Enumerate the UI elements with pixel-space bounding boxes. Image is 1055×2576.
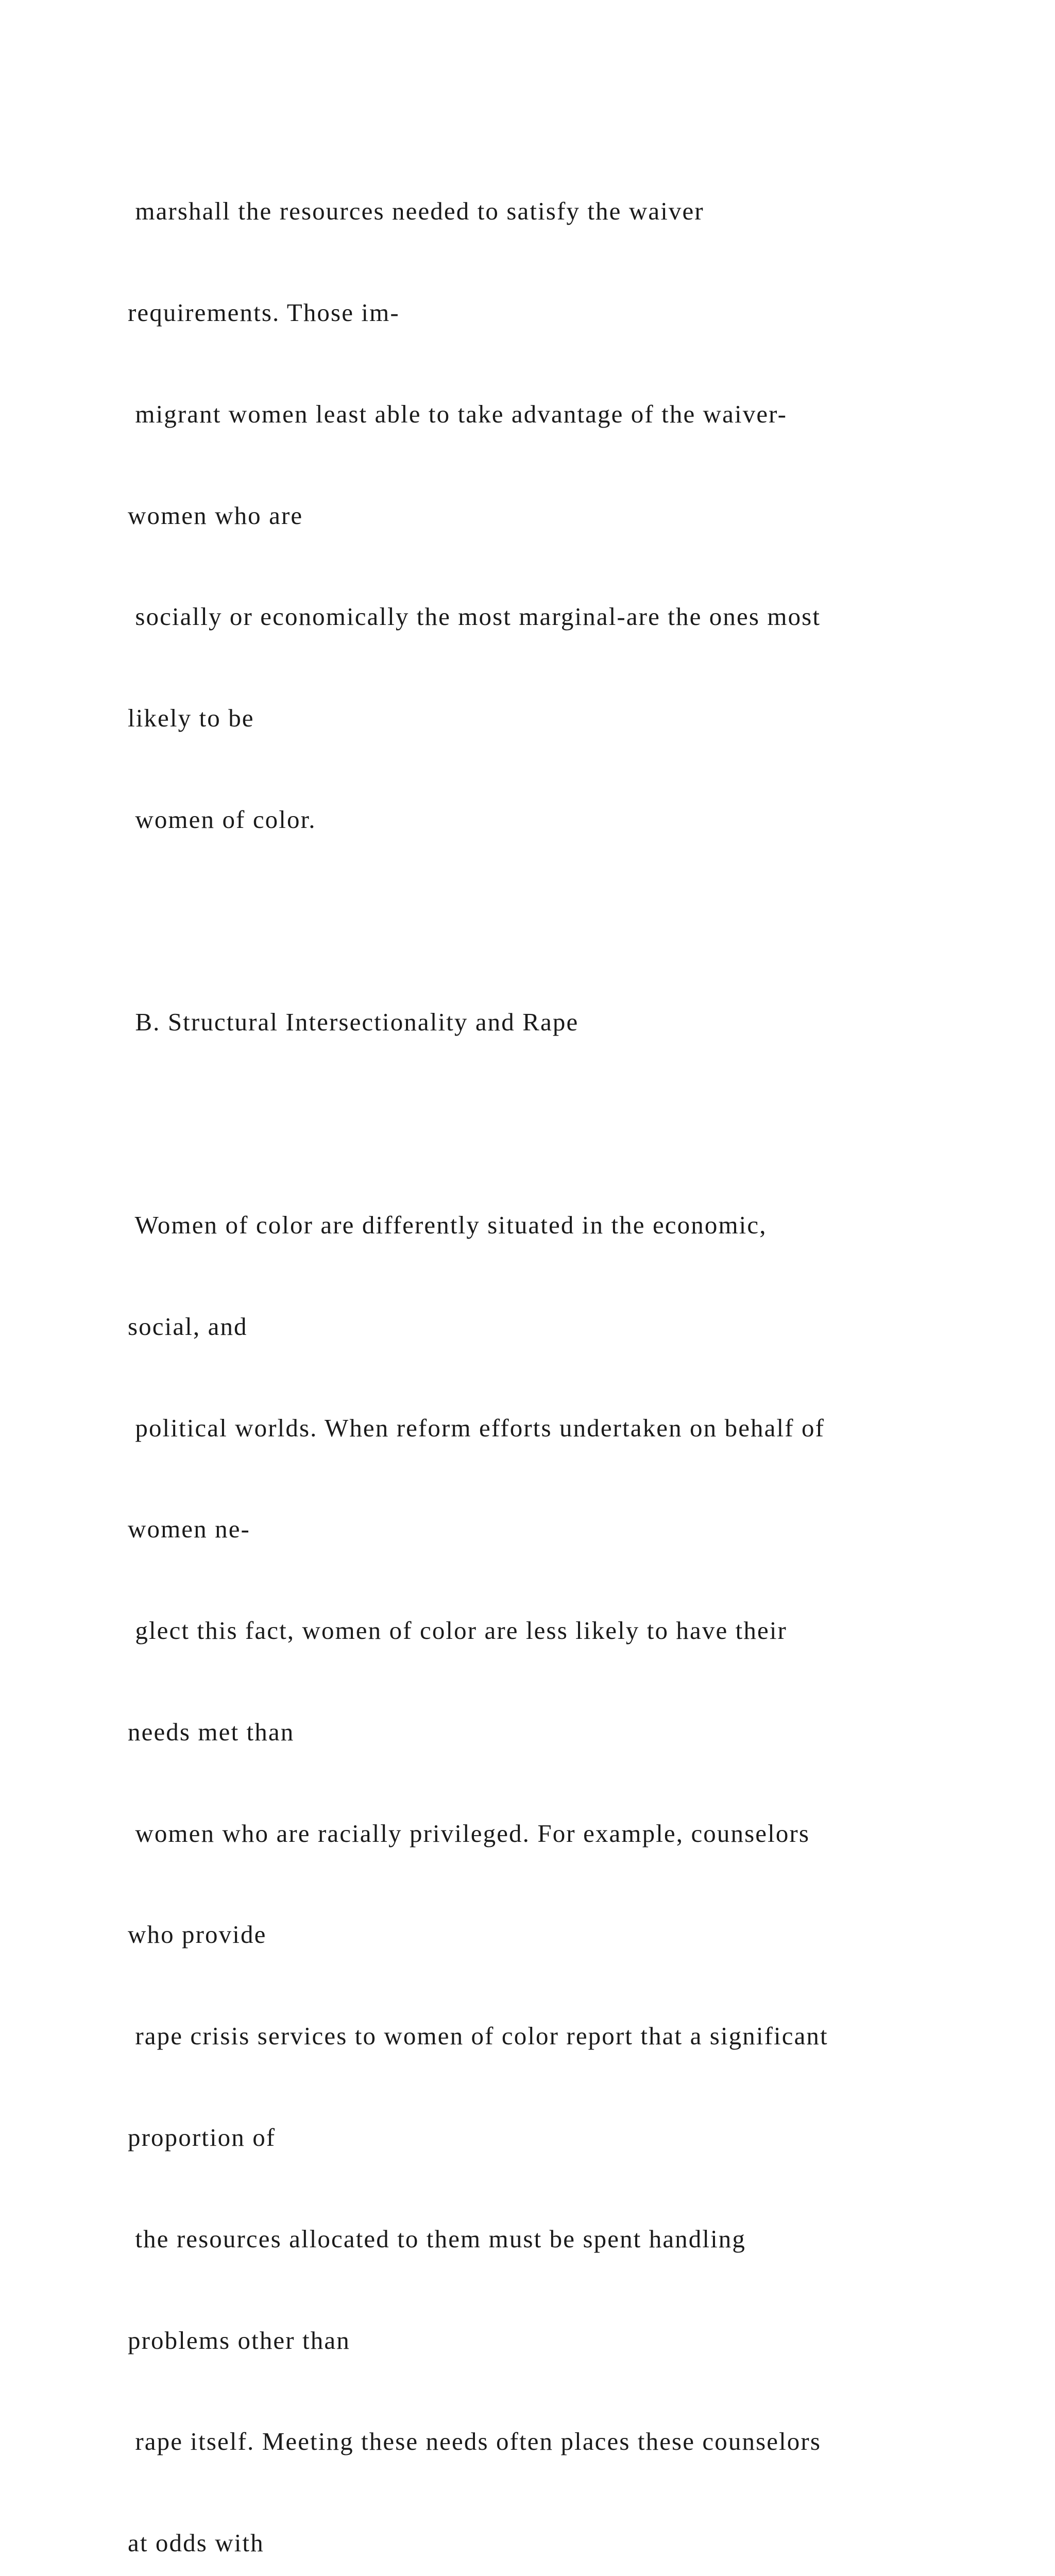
blank-line <box>128 1107 973 1141</box>
text-line: rape crisis services to women of color report that a significant <box>128 2022 828 2050</box>
text-line: rape itself. Meeting these needs often places these counselors <box>128 2427 821 2456</box>
text-line: marshall the resources needed to satisfy the waiver <box>128 197 704 226</box>
text-line: requirements. Those im- <box>128 298 400 327</box>
text-line: likely to be <box>128 704 254 733</box>
text-line: the resources allocated to them must be spent handling <box>128 2224 746 2253</box>
text-line: Women of color are differently situated in the economic, <box>128 1211 767 1239</box>
document-body-text <box>128 127 973 2576</box>
text-line: at odds with <box>128 2529 264 2557</box>
blank-line <box>128 904 973 938</box>
text-line: women of color. <box>128 805 316 834</box>
text-line: women ne- <box>128 1515 250 1544</box>
text-line: who provide <box>128 1920 267 1949</box>
text-line: socially or economically the most marginal-are the ones most <box>128 602 821 631</box>
text-line: needs met than <box>128 1717 295 1746</box>
section-heading: B. Structural Intersectionality and Rape <box>128 1008 579 1037</box>
text-line: glect this fact, women of color are less likely to have their <box>128 1616 787 1645</box>
text-line: women who are racially privileged. For example, counselors <box>128 1819 810 1848</box>
text-line: political worlds. When reform efforts undertaken on behalf of <box>128 1413 825 1442</box>
text-line: women who are <box>128 501 303 530</box>
text-line: migrant women least able to take advantage of the waiver- <box>128 399 788 428</box>
text-line: social, and <box>128 1312 248 1341</box>
text-line: proportion of <box>128 2123 276 2152</box>
text-line: problems other than <box>128 2326 350 2354</box>
